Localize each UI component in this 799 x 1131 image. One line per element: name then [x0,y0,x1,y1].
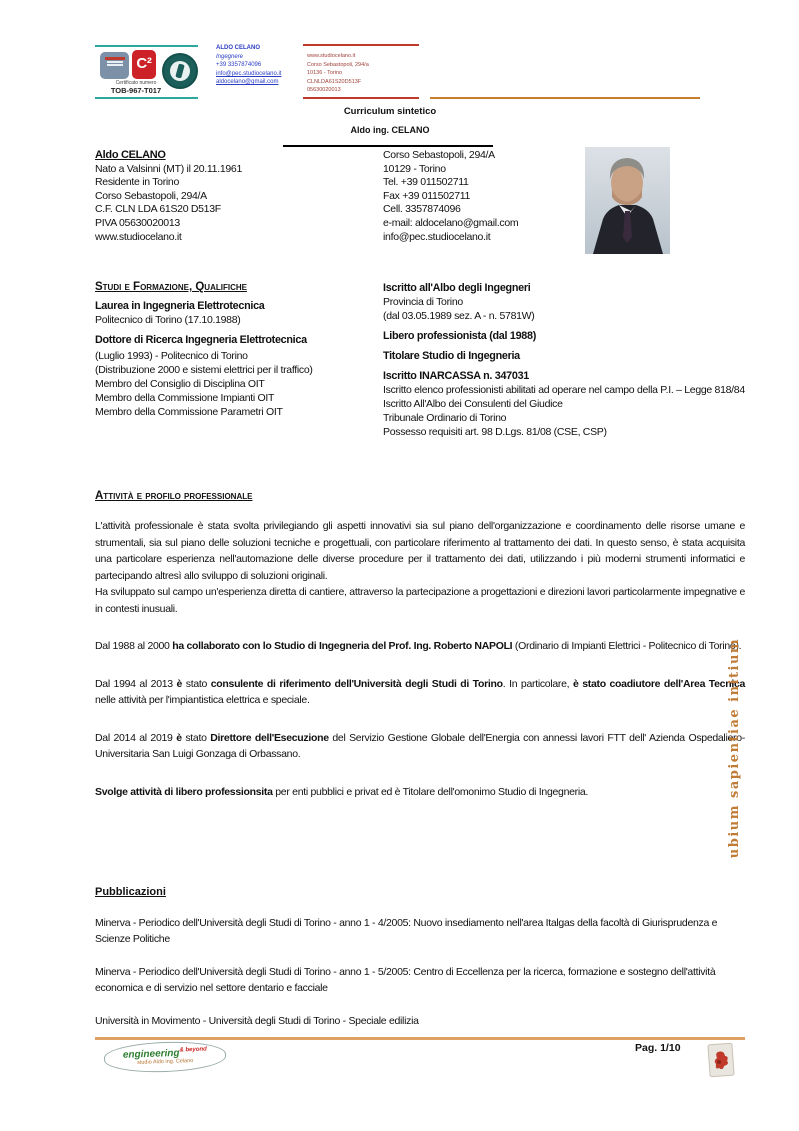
teal-rule-bottom [95,97,198,99]
section-activity [95,486,745,821]
certificate-number: TOB-967-T017 [110,86,162,95]
gmail-link[interactable]: aldocelano@gmail.com [216,79,279,86]
membership-line: Membro della Commissione Impianti OIT [95,392,275,404]
engineering-beyond-logo [104,1040,227,1074]
header-address-line: CLNLDA61S20D513F [307,78,362,85]
header-address-block [307,52,419,95]
cersa-logo-detail [105,57,125,60]
title-rule [283,145,493,147]
stamp-icon [706,1042,736,1078]
section-publications [95,886,745,1029]
header-address-line: www.studiocelano.it [307,53,356,59]
registration-line: Iscritto elenco professionisti abilitati ad operare nel campo della P.I. – Legge 818/84 [383,384,745,396]
contact-line: Cell. 3357874096 [383,203,461,216]
contact-line: Fax +39 011502711 [383,189,471,202]
section-education [95,281,383,419]
activity-paragraph: Svolge attività di libero professionsita per enti pubblici e privat ed è Titolare dell'omonimo Studio di Ingegneria. [95,785,589,798]
footer-logo-subtext: studio Aldo ing. Celano [136,1058,194,1067]
c2-certification-icon: C² [132,50,156,79]
contact-pec: info@pec.studiocelano.it [383,230,491,243]
orange-rule-header [430,97,700,99]
registration-line: Iscritto All'Albo dei Consulenti del Giudice [383,398,563,410]
red-rule-bottom [303,97,419,99]
registration-line: Tribunale Ordinario di Torino [383,412,507,424]
membership-line: Membro del Consiglio di Disciplina OIT [95,378,265,390]
person-name: Aldo CELANO [95,149,166,161]
phd-line: (Luglio 1993) - Politecnico di Torino [95,350,248,362]
certificate-number-label: Certificato numero [115,80,157,86]
contact-line: 10129 - Torino [383,162,446,175]
section-registrations [383,281,745,439]
phd-title: Dottore di Ricerca Ingegneria Elettrotecnica [95,334,307,346]
albo-line: (dal 03.05.1989 sez. A - n. 5781W) [383,310,535,322]
cersa-certification-logo-icon [100,52,129,79]
header-address-line: Corso Sebastopoli, 294/a [307,61,369,68]
header-contact-block [216,44,301,87]
degree-title: Laurea in Ingegneria Elettrotecnica [95,300,265,312]
document-subtitle: Aldo ing. CELANO [350,125,430,135]
freelance-title: Libero professionista (dal 1988) [383,330,536,342]
publication-item: Minerva - Periodico dell'Università degli Studi di Torino - anno 1 - 4/2005: Nuovo insediamento nell'area Italgas della facoltà di Giurisprudenza e Scienze Politiche [95,917,718,945]
header-address-line: 05630020013 [307,87,341,94]
activity-paragraph: Dal 1988 al 2000 ha collaborato con lo Studio di Ingegneria del Prof. Ing. Roberto NAPOLI (Ordinario di Impianti Elettrici - Politecnico di Torino). [95,640,742,652]
contact-line: Corso Sebastopoli, 294/A [383,149,495,161]
phd-line: (Distribuzione 2000 e sistemi elettrici per il traffico) [95,364,313,376]
contact-line: Tel. +39 011502711 [383,176,469,189]
activity-heading: Attività e profilo professionale [95,490,253,502]
personal-line: Residente in Torino [95,176,179,189]
albo-title: Iscritto all'Albo degli Ingegneri [383,282,531,294]
personal-info-left [95,149,380,244]
cersa-logo-detail [107,61,123,63]
personal-line: PIVA 05630020013 [95,216,180,229]
side-watermark-text: ubium sapientiae initium [727,637,742,859]
header-address-line: 10136 - Torino [307,70,343,77]
personal-info-right [383,149,583,244]
studio-owner-title: Titolare Studio di Ingegneria [383,350,520,362]
red-rule-top [303,44,419,46]
header-contact-phone: +39 3357874096 [216,62,262,69]
activity-paragraph: Dal 1994 al 2013 è stato consulente di riferimento dell'Università degli Studi di Torino. In particolare, è stato coadiutore dell'Area Tecnica nelle attività per l'impiantistica elettrica e speciale. [95,677,746,706]
activity-paragraph: L'attività professionale è stata svolta privilegiando gli aspetti innovativi sia sul piano dell'organizzazione e coordinamento delle risorse umane e strumentali, sia sul piano delle soluzioni tecniche e progettuali, con particolare riferimento al trattamento dei dati. In questo senso, è stata acquisita una particolare esperienza nell'automazione delle diverse procedure per il trattamento dei dati, utilizzando i più moderni strumenti informatici e partecipando altresì allo sviluppo di soluzioni originali. [95,520,745,582]
header-contact-role: Ingegnere [216,53,244,60]
activity-paragraph: Dal 2014 al 2019 è stato Direttore dell'Esecuzione del Servizio Gestione Globale dell'Energia con annessi lavori FTT dell' Azienda Ospedaliero-Universitaria San Luigi Gonzaga di Orbassano. [95,731,745,760]
membership-line: Membro della Commissione Parametri OIT [95,406,283,418]
publication-item: Università in Movimento - Università degli Studi di Torino - Speciale edilizia [95,1015,419,1027]
personal-line: C.F. CLN LDA 61S20 D513F [95,203,221,216]
albo-line: Provincia di Torino [383,296,463,308]
education-heading: Studi e Formazione, Qualifiche [95,281,247,293]
personal-line: Nato a Valsinni (MT) il 20.11.1961 [95,162,242,175]
pec-email-link[interactable]: info@pec.studiocelano.it [216,70,282,77]
degree-line: Politecnico di Torino (17.10.1988) [95,314,241,326]
contact-email: e-mail: aldocelano@gmail.com [383,216,519,229]
document-title: Curriculum sintetico [343,106,437,117]
personal-line: Corso Sebastopoli, 294/A [95,189,207,202]
inarcassa-title: Iscritto INARCASSA n. 347031 [383,370,530,382]
registration-line: Possesso requisiti art. 98 D.Lgs. 81/08 (CSE, CSP) [383,426,607,438]
portrait-photo [585,147,670,254]
page-number: Pag. 1/10 [635,1042,681,1054]
activity-paragraph: Ha sviluppato sul campo un'esperienza diretta di cantiere, attraverso la partecipazione a progettazioni e direzioni lavori particolarmente impegnative e in contesti inusuali. [95,586,745,615]
publication-item: Minerva - Periodico dell'Università degli Studi di Torino - anno 1 - 5/2005: Centro di Eccellenza per la ricerca, formazione e sostegno dell'attività economica e di servizio nel settore dentario e facciale [95,966,716,994]
teal-rule-top [95,45,198,47]
header-contact-name: ALDO CELANO [216,45,260,51]
footer-rule [95,1037,745,1040]
footer-logo-text: engineering$^{\& beyond}$ [122,1046,207,1061]
publications-heading: Pubblicazioni [95,886,166,898]
personal-website: www.studiocelano.it [95,230,182,243]
cersa-logo-detail [107,64,123,66]
